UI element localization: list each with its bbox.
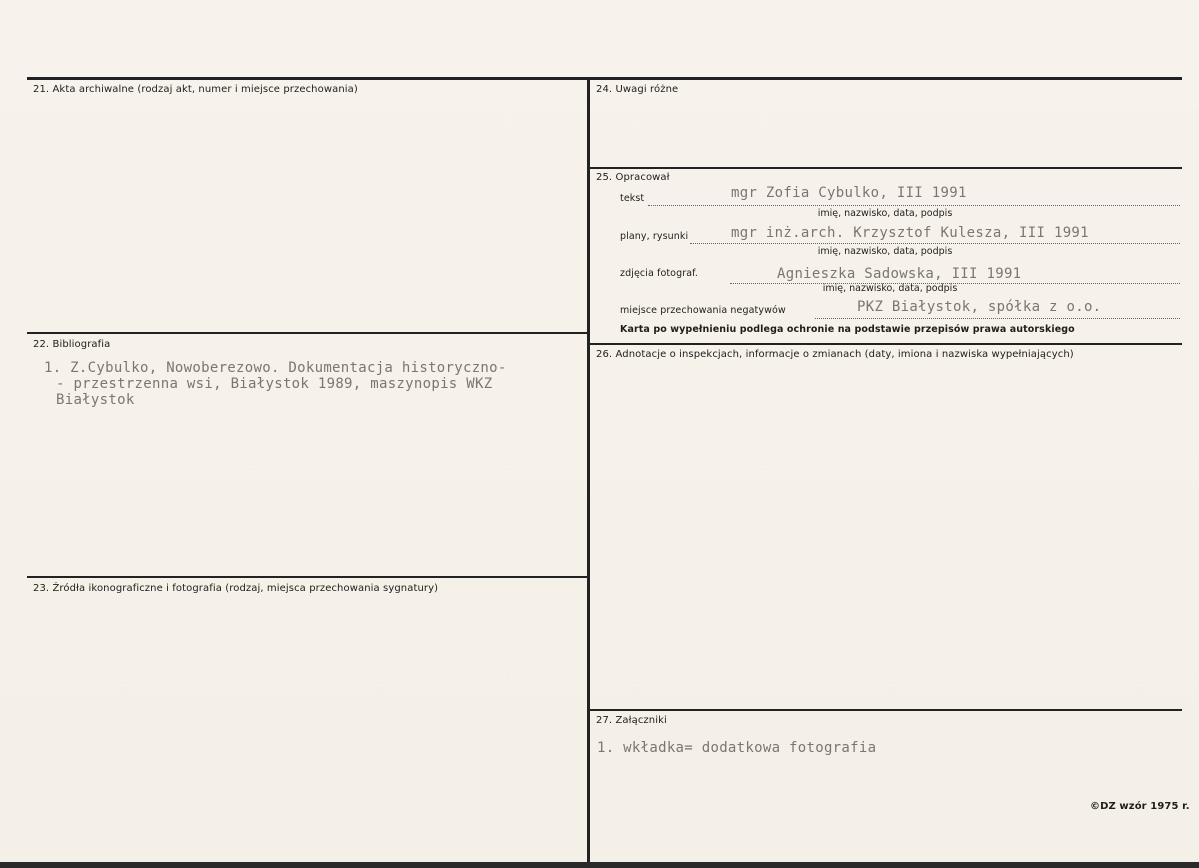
form-mark: ©DZ wzór 1975 r.: [1090, 801, 1190, 812]
tekst-caption: imię, nazwisko, data, podpis: [817, 208, 953, 219]
scan-edge: [0, 862, 1199, 868]
negatywy-value: PKZ Białystok, spółka z o.o.: [857, 299, 1102, 315]
section-25-label: 25. Opracował: [596, 172, 670, 183]
section-22-label: 22. Bibliografia: [33, 339, 111, 350]
rule-before-26: [590, 343, 1182, 345]
rule-before-25: [590, 167, 1182, 169]
rule-before-23: [27, 576, 587, 578]
rule-before-27: [590, 709, 1182, 711]
rule-before-22: [27, 332, 587, 334]
bibliography-line-3: Białystok: [56, 392, 135, 408]
plany-value: mgr inż.arch. Krzysztof Kulesza, III 1991: [731, 225, 1089, 241]
section-27-label: 27. Załączniki: [596, 715, 667, 726]
zdjecia-caption: imię, nazwisko, data, podpis: [822, 283, 958, 294]
tekst-dotted-line: [648, 205, 1180, 206]
zdjecia-value: Agnieszka Sadowska, III 1991: [777, 266, 1022, 282]
tekst-value: mgr Zofia Cybulko, III 1991: [731, 185, 967, 201]
bibliography-line-1: 1. Z.Cybulko, Nowoberezowo. Dokumentacja historyczno-: [44, 360, 507, 376]
section-23-label: 23. Źródła ikonograficzne i fotografia (rodzaj, miejsca przechowania sygnatury): [33, 583, 439, 594]
negatywy-dotted-line: [815, 318, 1180, 319]
section-26-label: 26. Adnotacje o inspekcjach, informacje o zmianach (daty, imiona i nazwiska wypełniających): [596, 349, 1074, 360]
plany-label: plany, rysunki: [620, 231, 689, 242]
plany-caption: imię, nazwisko, data, podpis: [817, 246, 953, 257]
negatywy-label: miejsce przechowania negatywów: [620, 305, 786, 316]
top-rule: [27, 77, 1182, 80]
plany-dotted-line: [690, 243, 1180, 244]
zdjecia-label: zdjęcia fotograf.: [620, 268, 699, 279]
bibliography-entry: [44, 360, 507, 408]
copyright-note: Karta po wypełnieniu podlega ochronie na podstawie przepisów prawa autorskiego: [620, 324, 1075, 335]
attachment-entry-1: 1. wkładka= dodatkowa fotografia: [597, 740, 877, 756]
section-24-label: 24. Uwagi różne: [596, 84, 679, 95]
tekst-label: tekst: [620, 193, 645, 204]
bibliography-line-2: - przestrzenna wsi, Białystok 1989, maszynopis WKZ: [56, 376, 493, 392]
column-divider: [587, 78, 590, 862]
section-21-label: 21. Akta archiwalne (rodzaj akt, numer i miejsce przechowania): [33, 84, 358, 95]
